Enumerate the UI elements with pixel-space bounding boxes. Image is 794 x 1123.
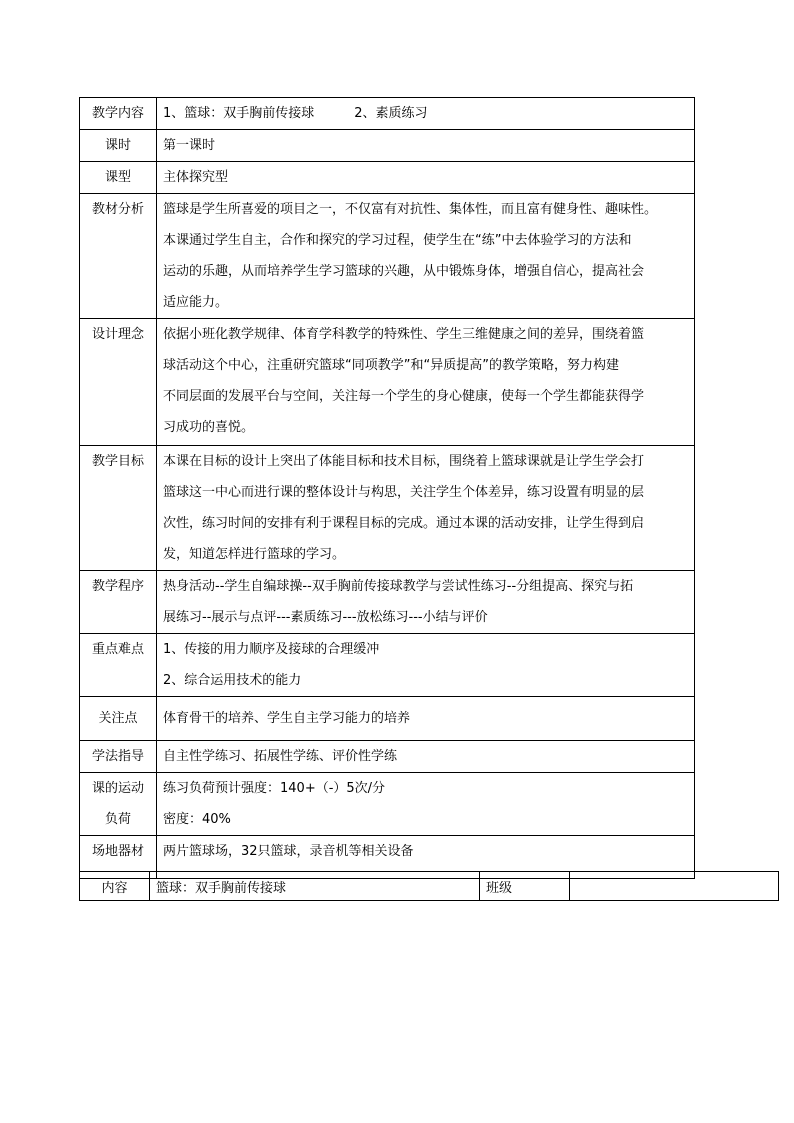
text-line: 练习负荷预计强度：140+（-）5次/分 <box>163 781 386 796</box>
row-label: 教学程序 <box>80 571 157 634</box>
row-teaching-goals <box>80 446 695 571</box>
class-value <box>570 872 779 901</box>
text-line: 发，知道怎样进行篮球的学习。 <box>163 547 346 562</box>
text-line: 篮球是学生所喜爱的项目之一，不仅富有对抗性、集体性，而且富有健身性、趣味性。 <box>163 202 658 217</box>
text-line: 球活动这个中心，注重研究篮球“同项教学”和“异质提高”的教学策略，努力构建 <box>163 358 619 373</box>
row-lesson-type <box>80 162 695 194</box>
lesson-plan-table <box>79 97 695 879</box>
row-value: 主体探究型 <box>157 162 695 194</box>
row-value <box>157 194 695 319</box>
row-value <box>157 571 695 634</box>
row-material-analysis <box>80 194 695 319</box>
row-teaching-content <box>80 98 695 130</box>
text-line: 运动的乐趣，从而培养学生学习篮球的兴趣，从中锻炼身体，增强自信心，提高社会 <box>163 264 645 279</box>
row-value <box>157 319 695 446</box>
text-line: 本课在目标的设计上突出了体能目标和技术目标，围绕着上篮球课就是让学生学会打 <box>163 454 645 469</box>
class-info-row <box>80 872 779 901</box>
row-value: 体育骨干的培养、学生自主学习能力的培养 <box>157 697 695 741</box>
class-info-table <box>79 871 779 901</box>
content-item-1: 1、篮球：双手胸前传接球 <box>163 106 315 121</box>
row-learning-guidance <box>80 741 695 773</box>
label-line: 负荷 <box>104 812 131 827</box>
row-label: 教学内容 <box>80 98 157 130</box>
row-value <box>157 98 695 130</box>
label-line: 课的运动 <box>91 781 144 796</box>
row-key-difficulties <box>80 634 695 697</box>
text-line: 本课通过学生自主，合作和探究的学习过程，使学生在“练”中去体验学习的方法和 <box>163 233 632 248</box>
row-label: 场地器材 <box>80 836 157 879</box>
content-value: 篮球：双手胸前传接球 <box>150 872 480 901</box>
text-line: 依据小班化教学规律、体育学科教学的特殊性、学生三维健康之间的差异，围绕着篮 <box>163 327 645 342</box>
row-design-concept <box>80 319 695 446</box>
row-label: 课型 <box>80 162 157 194</box>
content-item-2: 2、素质练习 <box>354 106 428 121</box>
row-teaching-procedure <box>80 571 695 634</box>
row-label: 课时 <box>80 130 157 162</box>
row-value: 两片篮球场，32只篮球，录音机等相关设备 <box>157 836 695 879</box>
row-value <box>157 634 695 697</box>
text-line: 1、传接的用力顺序及接球的合理缓冲 <box>163 642 380 657</box>
text-line: 篮球这一中心而进行课的整体设计与构思，关注学生个体差异，练习设置有明显的层 <box>163 485 645 500</box>
text-line: 2、综合运用技术的能力 <box>163 673 302 688</box>
text-line: 不同层面的发展平台与空间，关注每一个学生的身心健康，使每一个学生都能获得学 <box>163 389 645 404</box>
row-label: 重点难点 <box>80 634 157 697</box>
row-label: 教材分析 <box>80 194 157 319</box>
row-value <box>157 773 695 836</box>
row-focus-points <box>80 697 695 741</box>
row-label: 设计理念 <box>80 319 157 446</box>
row-value: 第一课时 <box>157 130 695 162</box>
row-label: 关注点 <box>80 697 157 741</box>
content-label: 内容 <box>80 872 150 901</box>
text-line: 展练习--展示与点评---素质练习---放松练习---小结与评价 <box>163 610 488 625</box>
class-label: 班级 <box>480 872 570 901</box>
row-value <box>157 446 695 571</box>
text-line: 密度：40% <box>163 812 231 827</box>
row-label <box>80 773 157 836</box>
text-line: 适应能力。 <box>163 295 229 310</box>
row-lesson-period <box>80 130 695 162</box>
row-exercise-load <box>80 773 695 836</box>
row-label: 教学目标 <box>80 446 157 571</box>
text-line: 热身活动--学生自编球操--双手胸前传接球教学与尝试性练习--分组提高、探究与拓 <box>163 579 634 594</box>
row-label: 学法指导 <box>80 741 157 773</box>
row-value: 自主性学练习、拓展性学练、评价性学练 <box>157 741 695 773</box>
text-line: 次性，练习时间的安排有利于课程目标的完成。通过本课的活动安排，让学生得到启 <box>163 516 645 531</box>
text-line: 习成功的喜悦。 <box>163 420 255 435</box>
